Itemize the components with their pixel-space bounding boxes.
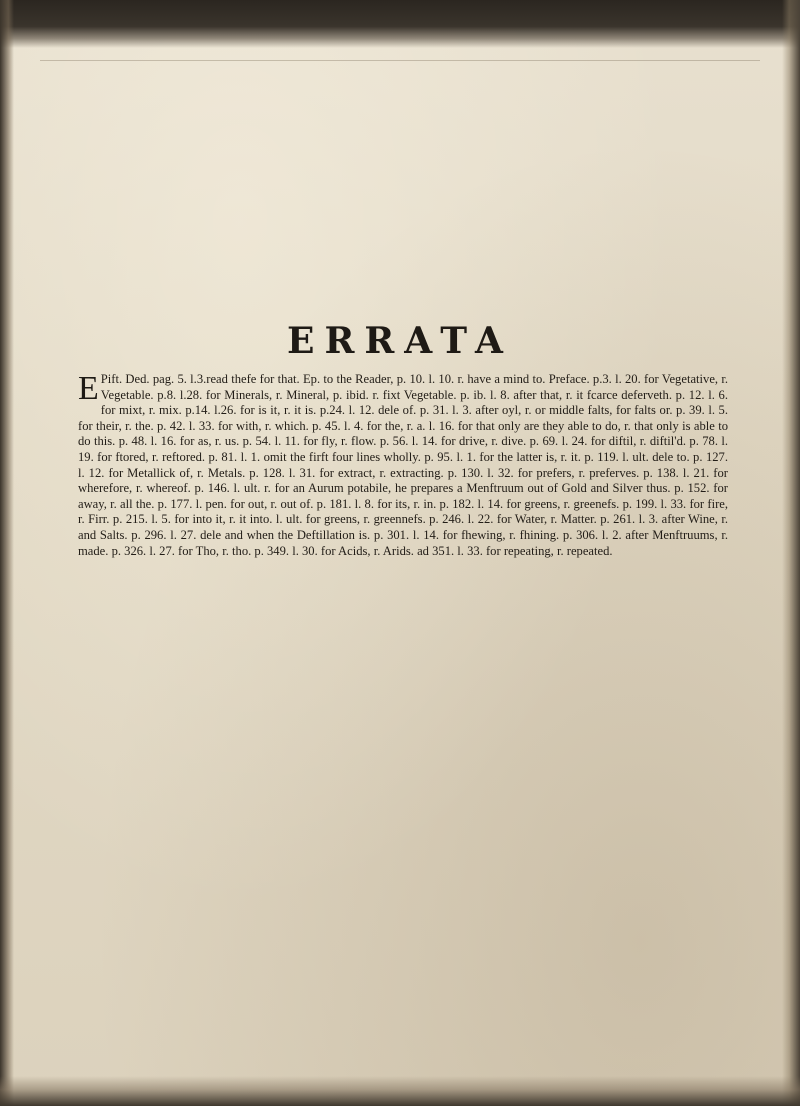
page-right-shadow — [782, 0, 800, 1106]
errata-entries: Pift. Ded. pag. 5. l.3.read thefe for that. Ep. to the Reader, p. 10. l. 10. r. have a mind to. Preface. p.3. l. 20. for Vegetative, r. Vegetable. p.8. l.28. for Minerals, r. Mineral, p. ibid. r. fixt Vegetable. p. ib. l. 8. after that, r. it fcarce deferveth. p. 12. l. 6. for mixt, r. mix. p.14. l.26. for is it, r. it is. p.24. l. 12. dele of. p. 31. l. 3. after oyl, r. or middle falts, for falts or. p. 39. l. 5. for their, r. the. p. 42. l. 33. for with, r. which. p. 45. l. 4. for the, r. a. l. 16. for that only are they able to do, r. that only is able to do this. p. 48. l. 16. for as, r. us. p. 54. l. 11. for fly, r. flow. p. 56. l. 14. for drive, r. dive. p. 69. l. 24. for diftil, r. diftil'd. p. 78. l. 19. for ftored, r. reftored. p. 81. l. 1. omit the firft four lines wholly. p. 95. l. 1. for the latter is, r. it. p. 119. l. ult. dele to. p. 127. l. 12. for Metallick of, r. Metals. p. 128. l. 31. for extract, r. extracting. p. 130. l. 32. for prefers, r. preferves. p. 138. l. 21. for wherefore, r. whereof. p. 146. l. ult. r. for an Aurum potabile, he prepares a Menftruum out of Gold and Silver thus. p. 152. for away, r. all the. p. 177. l. pen. for out, r. out of. p. 181. l. 8. for its, r. in. p. 182. l. 14. for greens, r. greenefs. p. 199. l. 33. for fire, r. Firr. p. 215. l. 5. for into it, r. it into. l. ult. for greens, r. greennefs. p. 246. l. 22. for Water, r. Matter. p. 261. l. 3. after Wine, r. and Salts. p. 296. l. 27. dele and when the Deftillation is. p. 301. l. 14. for fhewing, r. fhining. p. 306. l. 2. after Menftruums, r. made. p. 326. l. 27. for Tho, r. tho. p. 349. l. 30. for Acids, r. Arids. ad 351. l. 33. for repeating, r. repeated. — [78, 372, 728, 558]
page-left-shadow — [0, 0, 14, 1106]
page-bottom-shadow — [0, 1076, 800, 1106]
errata-text — [78, 372, 728, 559]
page-top-shadow — [0, 0, 800, 48]
drop-cap: E — [78, 370, 99, 407]
errata-title: ERRATA — [287, 320, 513, 362]
paper-fold-line — [40, 60, 760, 61]
